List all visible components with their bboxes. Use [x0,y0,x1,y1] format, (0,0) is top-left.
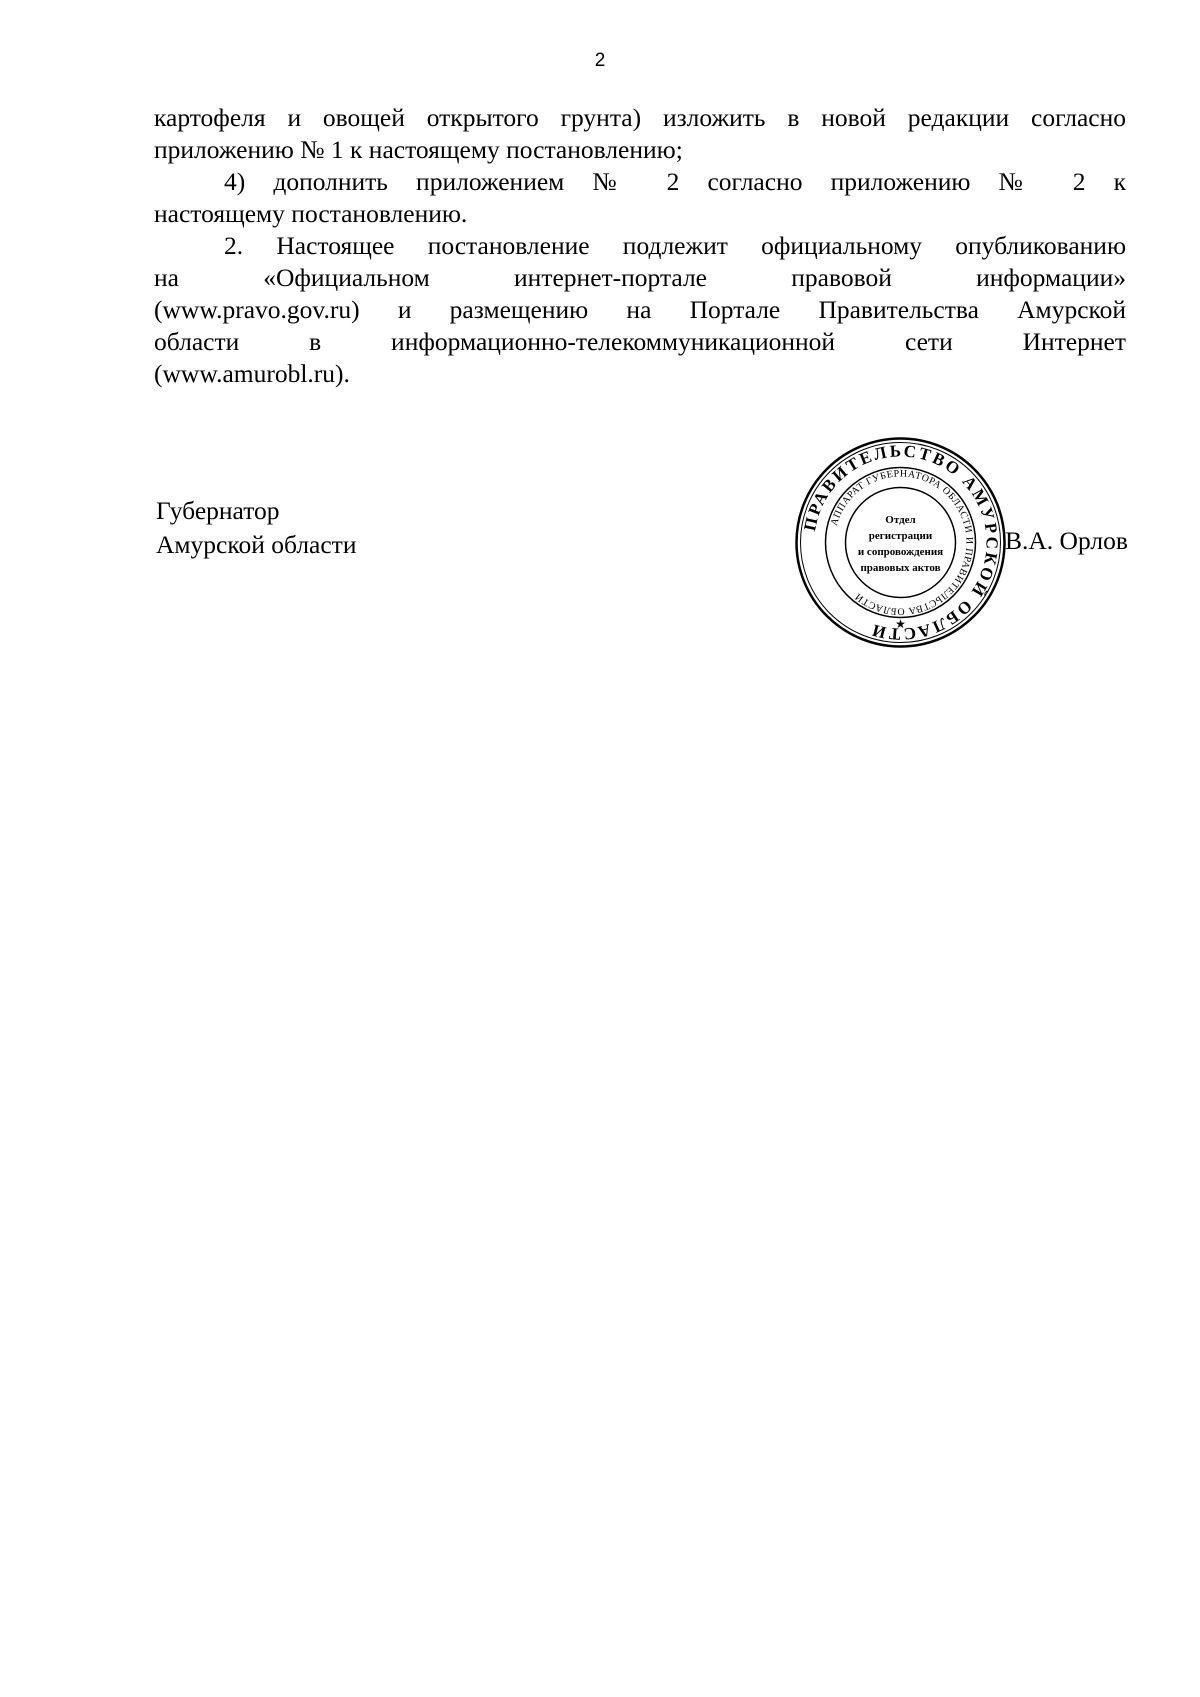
page-number: 2 [594,50,606,71]
seal-center-text [858,514,943,574]
paragraph-3-line-5: (www.amurobl.ru). [154,359,350,388]
signature-position [156,494,356,562]
seal-center-line-1: Отдел [885,514,916,526]
official-seal-stamp [793,435,1008,650]
seal-inner-text [829,468,975,616]
seal-outer-text-path: ПРАВИТЕЛЬСТВО АМУРСКОЙ ОБЛАСТИ [800,441,1002,644]
signature-position-line-2: Амурской области [156,530,357,559]
seal-inner-text-path: АППАРАТ ГУБЕРНАТОРА ОБЛАСТИ И ПРАВИТЕЛЬСТВА ОБЛАСТИ [828,468,975,617]
document-body [154,102,1126,390]
paragraph-1-line-2: приложению № 1 к настоящему постановлению; [154,135,683,164]
paragraph-3-line-3: (www.pravo.gov.ru) и размещению на Портале Правительства Амурской [154,295,1126,324]
seal-center-line-3: и сопровождения [857,546,944,558]
signature-name: В.А. Орлов [1005,526,1128,555]
seal-middle-ring [826,468,976,618]
seal-center-line-4: правовых актов [860,562,941,574]
seal-star-icon: ★ [895,617,906,631]
paragraph-3-line-4: области в информационно-телекоммуникационной сети Интернет [154,327,1126,356]
paragraph-3-line-1: 2. Настоящее постановление подлежит официальному опубликованию [224,231,1126,260]
paragraph-2-line-1: 4) дополнить приложением № 2 согласно приложению № 2 к [224,167,1126,196]
signature-position-line-1: Губернатор [156,496,280,525]
seal-inner-ring [846,488,956,598]
seal-center-line-2: регистрации [868,530,933,542]
paragraph-3-line-2: на «Официальном интернет-портале правовой информации» [154,263,1126,292]
paragraph-1-line-1: картофеля и овощей открытого грунта) изложить в новой редакции согласно [154,103,1126,132]
paragraph-2-line-2: настоящему постановлению. [154,199,468,228]
